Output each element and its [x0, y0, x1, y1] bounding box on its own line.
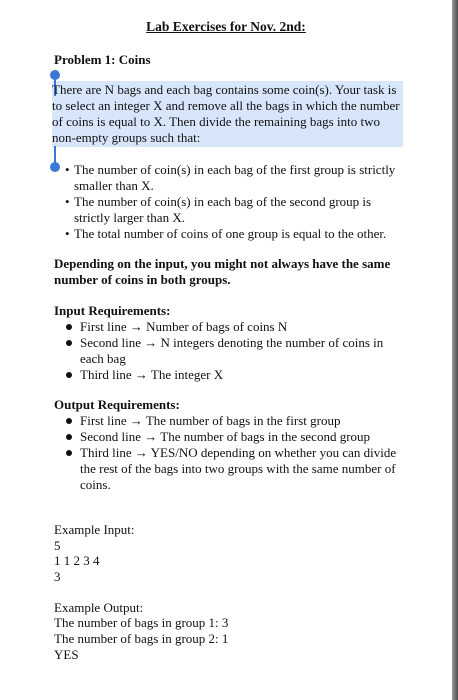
bullet-icon — [66, 450, 72, 456]
example-input-line: 3 — [54, 569, 61, 584]
example-input-heading: Example Input: — [54, 522, 135, 537]
condition-text: The total number of coins of one group is equal to the other. — [74, 226, 387, 241]
list-item — [60, 226, 405, 242]
bullet-icon: • — [65, 194, 70, 209]
requirement-text: First line → The number of bags in the first group — [80, 413, 341, 428]
bullet-icon — [66, 372, 72, 378]
list-item — [66, 429, 401, 445]
bullet-icon — [66, 418, 72, 424]
example-output-heading: Example Output: — [54, 600, 144, 615]
output-requirements-heading: Output Requirements: — [54, 397, 180, 412]
requirement-text: First line → Number of bags of coins N — [80, 319, 288, 334]
selection-end-handle[interactable] — [50, 162, 60, 172]
problem-intro: There are N bags and each bag contains some coin(s). Your task is to select an integer X and remove all the bags in which the number of coins is equal to X. Then divide the remaining bags into two non-empty groups such that: — [52, 82, 400, 145]
bullet-icon — [66, 324, 72, 330]
condition-text: The number of coin(s) in each bag of the first group is strictly smaller than X. — [74, 162, 396, 193]
condition-list — [60, 162, 405, 242]
input-requirements-heading: Input Requirements: — [54, 303, 171, 318]
bullet-icon — [66, 434, 72, 440]
example-output-line: The number of bags in group 1: 3 — [54, 615, 229, 630]
example-input-line: 1 1 2 3 4 — [54, 553, 100, 568]
output-requirements-list — [66, 413, 401, 493]
list-item — [60, 162, 405, 194]
list-item — [66, 413, 401, 429]
list-item — [66, 367, 401, 383]
example-input-line: 5 — [54, 538, 61, 553]
list-item — [66, 445, 401, 493]
requirement-text: Third line → YES/NO depending on whether you can divide the rest of the bags into two groups with the same number of coins. — [80, 445, 397, 492]
page-edge-shadow — [452, 0, 458, 700]
requirement-text: Second line → The number of bags in the second group — [80, 429, 371, 444]
page-title: Lab Exercises for Nov. 2nd: — [146, 19, 306, 34]
list-item — [66, 335, 401, 367]
bullet-icon: • — [65, 162, 70, 177]
requirement-text: Third line → The integer X — [80, 367, 224, 382]
condition-text: The number of coin(s) in each bag of the second group is strictly larger than X. — [74, 194, 372, 225]
bullet-icon: • — [65, 226, 70, 241]
example-output-line: YES — [54, 647, 79, 662]
list-item — [60, 194, 405, 226]
note-text: Depending on the input, you might not always have the same number of coins in both groups. — [54, 256, 391, 287]
requirement-text: Second line → N integers denoting the number of coins in each bag — [80, 335, 384, 366]
list-item — [66, 319, 401, 335]
input-requirements-list — [66, 319, 401, 383]
bullet-icon — [66, 340, 72, 346]
example-output-line: The number of bags in group 2: 1 — [54, 631, 229, 646]
problem-heading: Problem 1: Coins — [54, 52, 151, 67]
